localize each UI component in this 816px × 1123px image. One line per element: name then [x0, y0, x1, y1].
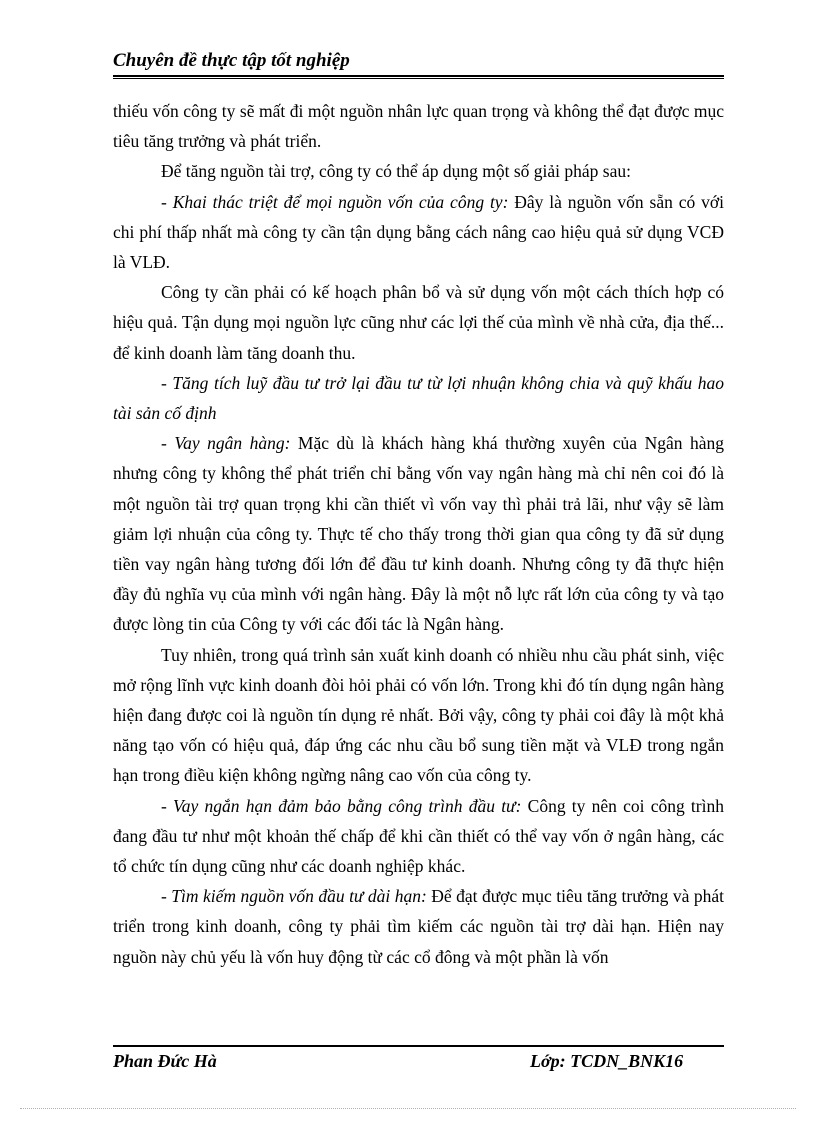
paragraph-3-text: Đây là nguồn vốn sẵn có với chi phí thấp nhất mà công ty cần tận dụng bằng cách nâng cao hiệu quả sử dụng VCĐ là VLĐ.	[113, 191, 725, 273]
paragraph-7: Tuy nhiên, trong quá trình sản xuất kinh doanh có nhiều nhu cầu phát sinh, việc mở rộng lĩnh vực kinh doanh đòi hỏi phải có vốn lớn. Trong khi đó tín dụng ngân hàng hiện đang được coi là nguồn tín dụng rẻ nhất. Bởi vậy, công ty phải coi đây là một khả năng tạo vốn có hiệu quả, đáp ứng các nhu cầu bổ sung tiền mặt và VLĐ trong ngắn hạn trong điều kiện không ngừng nâng cao vốn của công ty.	[113, 644, 724, 786]
footer-author: Phan Đức Hà	[113, 1051, 217, 1071]
paragraph-2: Để tăng nguồn tài trợ, công ty có thể áp dụng một số giải pháp sau:	[161, 161, 631, 182]
paragraph-3-lead: - Khai thác triệt để mọi nguồn vốn của công ty:	[161, 191, 509, 212]
header-rule-thin	[113, 78, 724, 79]
paragraph-1: thiếu vốn công ty sẽ mất đi một nguồn nhân lực quan trọng và không thể đạt được mục tiêu tăng trưởng và phát triển.	[113, 101, 724, 152]
paragraph-8	[113, 791, 724, 882]
paragraph-4: Công ty cần phải có kế hoạch phân bổ và sử dụng vốn một cách thích hợp có hiệu quả. Tận dụng mọi nguồn lực cũng như các lợi thế của mình về nhà cửa, địa thế... để kinh doanh làm tăng doanh thu.	[113, 282, 724, 363]
paragraph-9-text: Để đạt được mục tiêu tăng trưởng và phát triển trong kinh doanh, công ty phải tìm kiếm các nguồn tài trợ dài hạn. Hiện nay nguồn này chủ yếu là vốn huy động từ các cổ đông và một phần là vốn	[113, 886, 724, 967]
header-rule	[113, 75, 724, 77]
paragraph-5: - Tăng tích luỹ đầu tư trở lại đầu tư từ lợi nhuận không chia và quỹ khấu hao tài sản cố định	[113, 372, 724, 424]
body-text	[113, 96, 724, 972]
page-header-title: Chuyên đề thực tập tốt nghiệp	[113, 50, 350, 71]
paragraph-6-lead: - Vay ngân hàng:	[161, 433, 291, 454]
paragraph-8-text: Công ty nên coi công trình đang đầu tư như một khoản thế chấp để khi cần thiết có thể vay vốn ở ngân hàng, các tổ chức tín dụng cũng như các doanh nghiệp khác.	[113, 795, 724, 877]
paragraph-6-text: Mặc dù là khách hàng khá thường xuyên của Ngân hàng nhưng công ty không thể phát triển chỉ bằng vốn vay ngân hàng mà chỉ nên coi đó là một nguồn tài trợ quan trọng khi cần thiết vì vốn vay thì phải trả lãi, như vậy sẽ làm giảm lợi nhuận của công ty. Thực tế cho thấy trong thời gian qua công ty đã sử dụng tiền vay ngân hàng tương đối lớn để đầu tư kinh doanh. Nhưng công ty đã thực hiện đầy đủ nghĩa vụ của mình với ngân hàng. Đây là một nỗ lực rất lớn của công ty và tạo được lòng tin của Công ty với các đối tác là Ngân hàng.	[113, 433, 724, 635]
paragraph-8-lead: - Vay ngắn hạn đảm bảo bằng công trình đầu tư:	[161, 795, 522, 816]
footer-class: Lớp: TCDN_BNK16	[530, 1051, 684, 1071]
paragraph-9-lead: - Tìm kiếm nguồn vốn đầu tư dài hạn:	[161, 886, 427, 907]
page-bottom-dotted-line	[20, 1108, 796, 1109]
paragraph-9	[113, 881, 724, 972]
paragraph-6	[113, 428, 724, 639]
paragraph-3	[113, 187, 724, 278]
footer-rule	[113, 1045, 724, 1047]
